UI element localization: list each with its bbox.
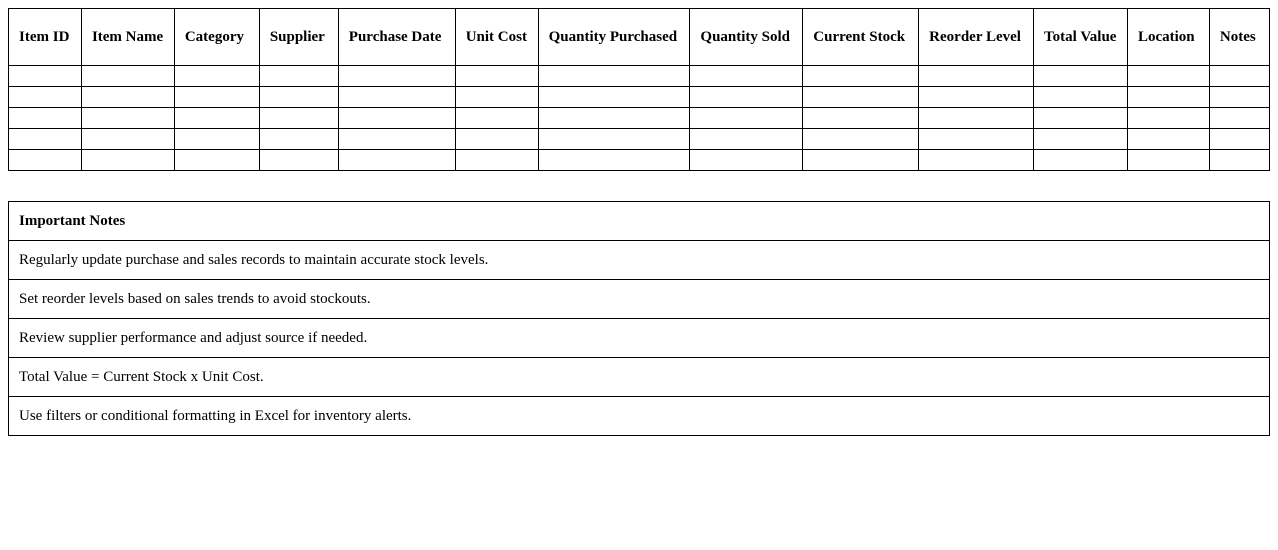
note-row bbox=[9, 280, 1270, 319]
table-cell[interactable] bbox=[9, 87, 82, 108]
table-cell[interactable] bbox=[81, 108, 174, 129]
table-cell[interactable] bbox=[538, 150, 690, 171]
table-cell[interactable] bbox=[1209, 87, 1269, 108]
header-supplier: Supplier bbox=[259, 9, 338, 66]
note-row bbox=[9, 241, 1270, 280]
table-cell[interactable] bbox=[803, 87, 919, 108]
table-cell[interactable] bbox=[1034, 87, 1128, 108]
table-cell[interactable] bbox=[919, 87, 1034, 108]
table-cell[interactable] bbox=[81, 129, 174, 150]
table-row bbox=[9, 87, 1270, 108]
table-row bbox=[9, 150, 1270, 171]
header-category: Category bbox=[174, 9, 259, 66]
header-reorder-level: Reorder Level bbox=[919, 9, 1034, 66]
table-cell[interactable] bbox=[9, 150, 82, 171]
table-cell[interactable] bbox=[1034, 66, 1128, 87]
header-quantity-purchased: Quantity Purchased bbox=[538, 9, 690, 66]
table-cell[interactable] bbox=[259, 87, 338, 108]
table-cell[interactable] bbox=[919, 66, 1034, 87]
table-row bbox=[9, 108, 1270, 129]
note-item: Total Value = Current Stock x Unit Cost. bbox=[9, 358, 1270, 397]
table-cell[interactable] bbox=[1034, 108, 1128, 129]
table-cell[interactable] bbox=[538, 87, 690, 108]
table-cell[interactable] bbox=[9, 108, 82, 129]
table-cell[interactable] bbox=[919, 108, 1034, 129]
table-cell[interactable] bbox=[803, 108, 919, 129]
table-cell[interactable] bbox=[338, 129, 455, 150]
table-cell[interactable] bbox=[338, 87, 455, 108]
table-cell[interactable] bbox=[259, 150, 338, 171]
table-cell[interactable] bbox=[174, 87, 259, 108]
table-cell[interactable] bbox=[690, 87, 803, 108]
table-cell[interactable] bbox=[1034, 129, 1128, 150]
notes-header-row bbox=[9, 202, 1270, 241]
important-notes-table bbox=[8, 201, 1270, 436]
header-item-name: Item Name bbox=[81, 9, 174, 66]
table-cell[interactable] bbox=[1034, 150, 1128, 171]
table-cell[interactable] bbox=[455, 108, 538, 129]
table-cell[interactable] bbox=[455, 150, 538, 171]
header-quantity-sold: Quantity Sold bbox=[690, 9, 803, 66]
inventory-header-row bbox=[9, 9, 1270, 66]
table-cell[interactable] bbox=[259, 66, 338, 87]
table-cell[interactable] bbox=[919, 129, 1034, 150]
table-row bbox=[9, 129, 1270, 150]
header-current-stock: Current Stock bbox=[803, 9, 919, 66]
table-cell[interactable] bbox=[690, 108, 803, 129]
table-cell[interactable] bbox=[338, 66, 455, 87]
table-cell[interactable] bbox=[174, 108, 259, 129]
table-cell[interactable] bbox=[919, 150, 1034, 171]
table-cell[interactable] bbox=[690, 129, 803, 150]
table-cell[interactable] bbox=[455, 66, 538, 87]
table-cell[interactable] bbox=[174, 150, 259, 171]
table-cell[interactable] bbox=[1209, 129, 1269, 150]
table-cell[interactable] bbox=[455, 87, 538, 108]
table-cell[interactable] bbox=[538, 129, 690, 150]
header-total-value: Total Value bbox=[1034, 9, 1128, 66]
header-notes: Notes bbox=[1209, 9, 1269, 66]
note-item: Set reorder levels based on sales trends to avoid stockouts. bbox=[9, 280, 1270, 319]
note-item: Use filters or conditional formatting in Excel for inventory alerts. bbox=[9, 397, 1270, 436]
header-location: Location bbox=[1127, 9, 1209, 66]
note-item: Review supplier performance and adjust source if needed. bbox=[9, 319, 1270, 358]
table-cell[interactable] bbox=[538, 66, 690, 87]
note-row bbox=[9, 358, 1270, 397]
table-cell[interactable] bbox=[1127, 66, 1209, 87]
note-item: Regularly update purchase and sales records to maintain accurate stock levels. bbox=[9, 241, 1270, 280]
note-row bbox=[9, 397, 1270, 436]
table-cell[interactable] bbox=[9, 66, 82, 87]
table-cell[interactable] bbox=[455, 129, 538, 150]
header-unit-cost: Unit Cost bbox=[455, 9, 538, 66]
inventory-body bbox=[9, 66, 1270, 171]
table-cell[interactable] bbox=[1127, 129, 1209, 150]
table-cell[interactable] bbox=[690, 150, 803, 171]
table-cell[interactable] bbox=[1127, 87, 1209, 108]
table-cell[interactable] bbox=[1127, 150, 1209, 171]
table-cell[interactable] bbox=[803, 150, 919, 171]
table-cell[interactable] bbox=[1209, 150, 1269, 171]
table-cell[interactable] bbox=[1127, 108, 1209, 129]
table-cell[interactable] bbox=[803, 129, 919, 150]
table-cell[interactable] bbox=[338, 150, 455, 171]
table-cell[interactable] bbox=[538, 108, 690, 129]
table-cell[interactable] bbox=[174, 129, 259, 150]
table-cell[interactable] bbox=[81, 66, 174, 87]
table-cell[interactable] bbox=[259, 129, 338, 150]
table-cell[interactable] bbox=[259, 108, 338, 129]
header-purchase-date: Purchase Date bbox=[338, 9, 455, 66]
note-row bbox=[9, 319, 1270, 358]
inventory-table bbox=[8, 8, 1270, 171]
table-cell[interactable] bbox=[81, 87, 174, 108]
table-cell[interactable] bbox=[174, 66, 259, 87]
table-cell[interactable] bbox=[690, 66, 803, 87]
table-cell[interactable] bbox=[1209, 108, 1269, 129]
table-cell[interactable] bbox=[81, 150, 174, 171]
table-cell[interactable] bbox=[9, 129, 82, 150]
table-cell[interactable] bbox=[803, 66, 919, 87]
table-cell[interactable] bbox=[1209, 66, 1269, 87]
notes-title: Important Notes bbox=[9, 202, 1270, 241]
table-row bbox=[9, 66, 1270, 87]
header-item-id: Item ID bbox=[9, 9, 82, 66]
table-cell[interactable] bbox=[338, 108, 455, 129]
